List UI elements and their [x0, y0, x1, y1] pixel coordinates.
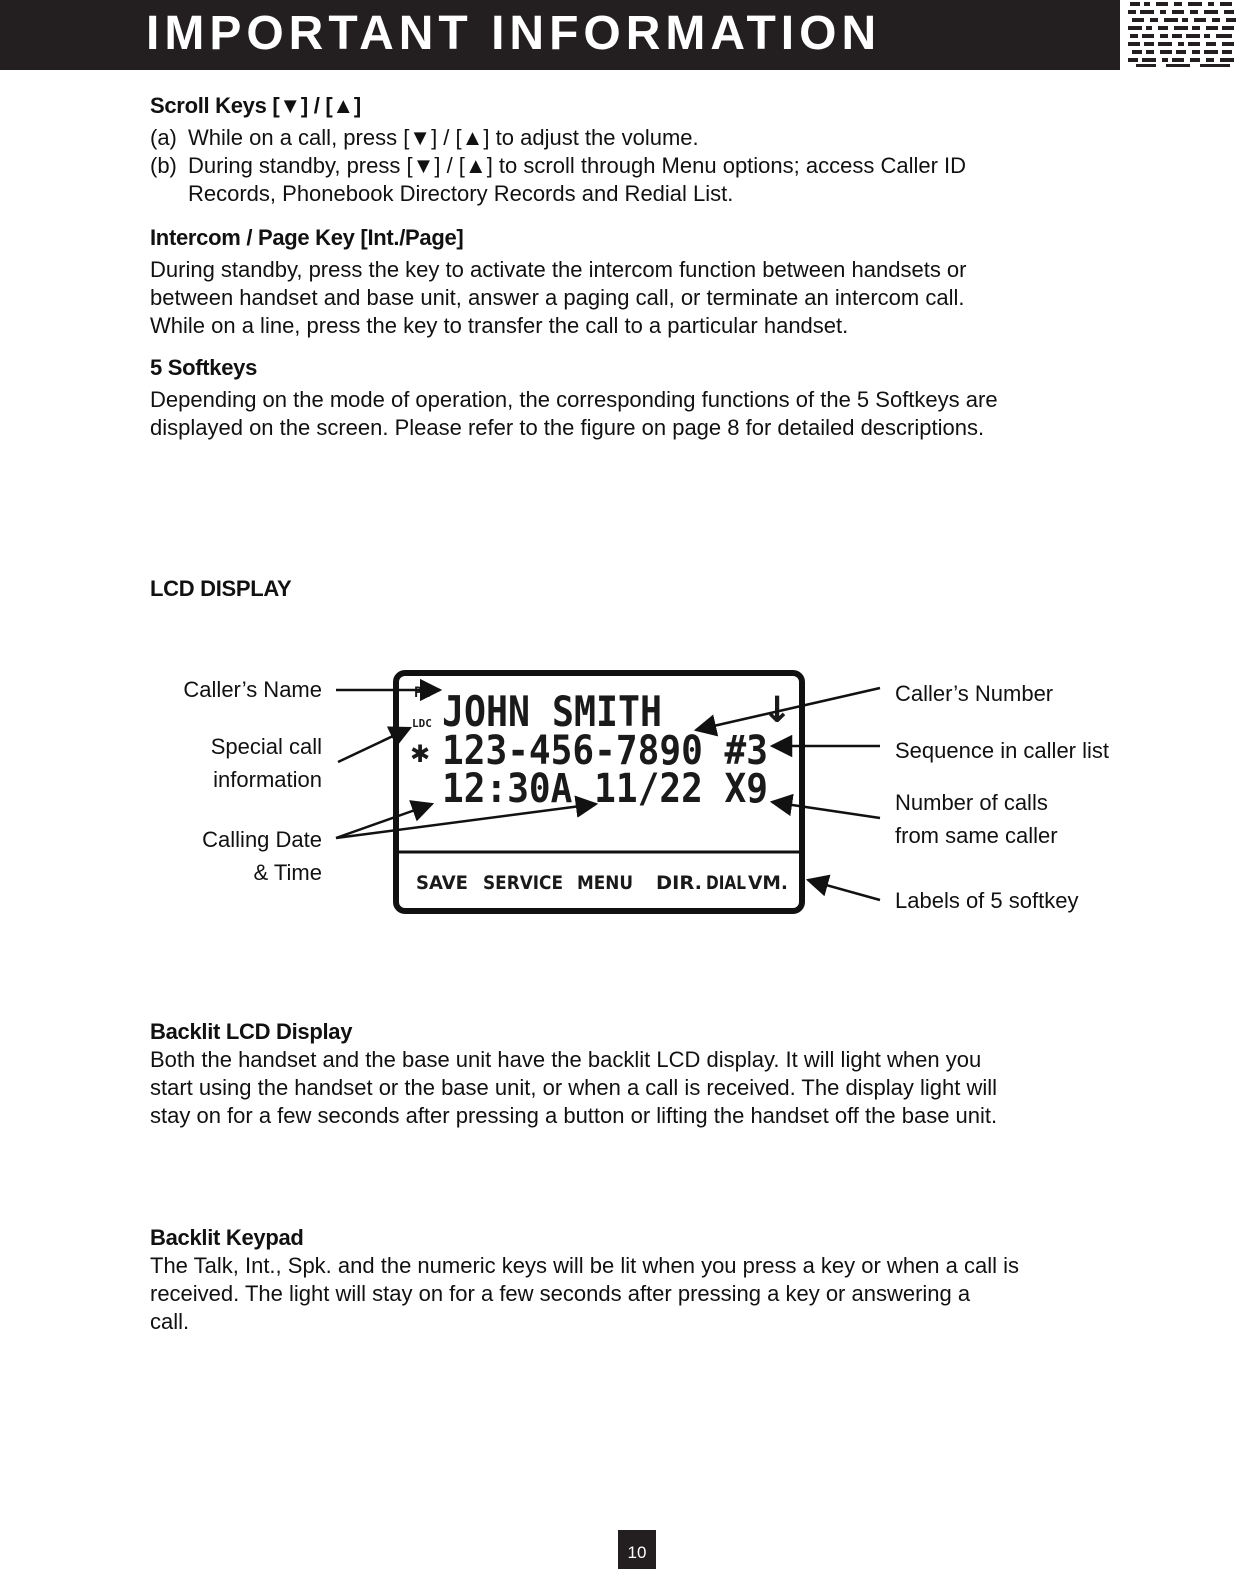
scroll-keys-heading: Scroll Keys [▼] / [▲]	[150, 93, 361, 118]
star-icon: ✱	[410, 740, 431, 768]
label-sequence: Sequence in caller list	[895, 738, 1110, 763]
backlit-lcd-heading: Backlit LCD Display	[150, 1019, 353, 1044]
backlit-lcd-text: Both the handset and the base unit have the backlit LCD display. It will light when you	[150, 1047, 982, 1072]
softkey-vm: VM.	[748, 872, 788, 894]
lcd-line-name: JOHN SMITH	[442, 687, 662, 736]
intercom-text: While on a line, press the key to transfer the call to a particular handset.	[150, 313, 849, 338]
lcd-line-number: 123-456-7890 #3	[442, 728, 768, 774]
pc-icon: PC	[414, 685, 431, 701]
lcd-down-arrow-icon: ↓	[762, 690, 793, 731]
page-title: IMPORTANT INFORMATION	[146, 7, 882, 60]
softkey-dir: DIR.	[656, 872, 702, 894]
softkeys-heading: 5 Softkeys	[150, 355, 258, 380]
label-callers-name: Caller’s Name	[183, 677, 322, 702]
softkey-menu: MENU	[577, 872, 633, 894]
softkey-dial: DIAL	[706, 872, 746, 894]
softkeys-text: displayed on the screen. Please refer to the figure on page 8 for detailed descriptions.	[150, 415, 985, 440]
backlit-lcd-section	[150, 1018, 1150, 1130]
softkeys-text: Depending on the mode of operation, the corresponding functions of the 5 Softkeys are	[150, 387, 998, 412]
list-item-text: During standby, press [▼] / [▲] to scroll through Menu options; access Caller ID	[188, 153, 967, 178]
backlit-keypad-section	[150, 1224, 1150, 1336]
softkey-save: SAVE	[416, 872, 468, 894]
label-calling-date: & Time	[253, 860, 322, 885]
ldc-icon: LDC	[412, 717, 432, 730]
list-item-text: Records, Phonebook Directory Records and Redial List.	[188, 181, 734, 206]
softkey-service: SERVICE	[483, 872, 563, 894]
lcd-line-time: 12:30A 11/22 X9	[442, 766, 768, 812]
list-item-text: While on a call, press [▼] / [▲] to adjust the volume.	[188, 125, 699, 150]
lcd-heading: LCD DISPLAY	[150, 576, 292, 601]
backlit-keypad-text: received. The light will stay on for a few seconds after pressing a key or answering a	[150, 1281, 971, 1306]
backlit-keypad-text: The Talk, Int., Spk. and the numeric keys will be lit when you press a key or when a call is	[150, 1253, 1019, 1278]
arrow-softkey-labels	[808, 880, 880, 900]
label-special-call: information	[213, 767, 322, 792]
intercom-text: between handset and base unit, answer a paging call, or terminate an intercom call.	[150, 285, 965, 310]
list-marker: (a)	[150, 125, 177, 150]
backlit-lcd-text: start using the handset or the base unit, or when a call is received. The display light will	[150, 1075, 998, 1100]
backlit-keypad-text: call.	[150, 1309, 190, 1334]
label-calling-date: Calling Date	[202, 827, 322, 852]
backlit-keypad-heading: Backlit Keypad	[150, 1225, 304, 1250]
label-softkey-labels: Labels of 5 softkey	[895, 888, 1079, 913]
label-number-of-calls: from same caller	[895, 823, 1058, 848]
backlit-lcd-text: stay on for a few seconds after pressing a button or lifting the handset off the base unit.	[150, 1103, 998, 1128]
list-marker: (b)	[150, 153, 177, 178]
page-number: 10	[618, 1530, 656, 1569]
label-callers-number: Caller’s Number	[895, 681, 1054, 706]
label-special-call: Special call	[210, 734, 322, 759]
intercom-heading: Intercom / Page Key [Int./Page]	[150, 225, 464, 250]
intercom-text: During standby, press the key to activate the intercom function between handsets or	[150, 257, 967, 282]
label-number-of-calls: Number of calls	[895, 790, 1048, 815]
